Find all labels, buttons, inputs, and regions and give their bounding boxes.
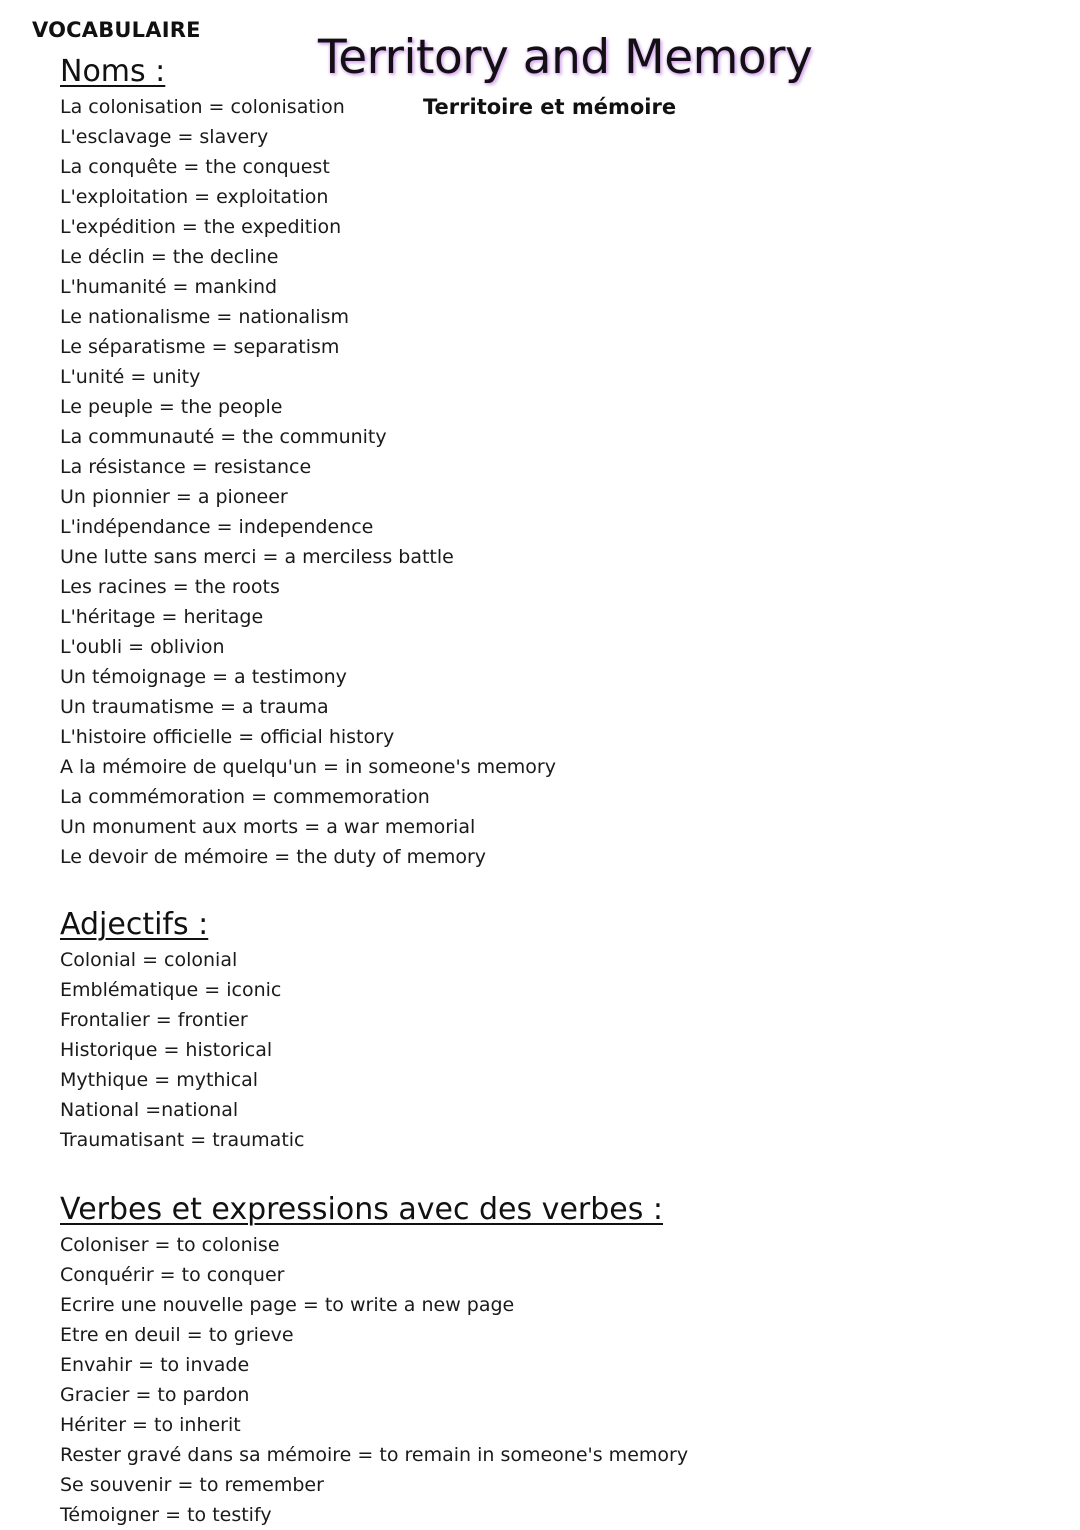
vocab-item: Conquérir = to conquer	[60, 1264, 285, 1286]
vocab-item: Un traumatisme = a trauma	[60, 696, 329, 718]
vocab-item: Mythique = mythical	[60, 1069, 259, 1091]
vocab-item: Le séparatisme = separatism	[60, 336, 340, 358]
vocab-item: Etre en deuil = to grieve	[60, 1324, 294, 1346]
section-adjectifs	[60, 905, 305, 1155]
vocab-item: Historique = historical	[60, 1039, 273, 1061]
vocab-item: Hériter = to inherit	[60, 1414, 241, 1436]
vocab-item: La conquête = the conquest	[60, 156, 330, 178]
vocabulary-label: VOCABULAIRE	[32, 18, 201, 42]
vocab-item: Les racines = the roots	[60, 576, 280, 598]
vocab-item: Un pionnier = a pioneer	[60, 486, 288, 508]
vocab-item: Le déclin = the decline	[60, 246, 279, 268]
vocab-list-verbes	[60, 1230, 688, 1530]
page-subtitle: Territoire et mémoire	[423, 95, 677, 119]
vocab-list-adjectifs	[60, 945, 305, 1155]
vocab-item: L'unité = unity	[60, 366, 201, 388]
vocab-item: Un monument aux morts = a war memorial	[60, 816, 476, 838]
vocab-item: L'indépendance = independence	[60, 516, 374, 538]
vocab-item: L'héritage = heritage	[60, 606, 264, 628]
vocab-item: Un témoignage = a testimony	[60, 666, 347, 688]
vocab-item: Le peuple = the people	[60, 396, 283, 418]
vocab-item: L'esclavage = slavery	[60, 126, 269, 148]
vocab-item: L'expédition = the expedition	[60, 216, 342, 238]
vocab-item: L'exploitation = exploitation	[60, 186, 329, 208]
vocab-item: Se souvenir = to remember	[60, 1474, 324, 1496]
vocab-item: La résistance = resistance	[60, 456, 312, 478]
vocab-item: Traumatisant = traumatic	[60, 1129, 305, 1151]
section-heading-noms: Noms :	[60, 54, 166, 89]
vocab-item: La communauté = the community	[60, 426, 387, 448]
page-title: Territory and Memory	[318, 30, 813, 85]
vocab-item: National =national	[60, 1099, 239, 1121]
vocab-item: Rester gravé dans sa mémoire = to remain in someone's memory	[60, 1444, 689, 1466]
vocab-item: Coloniser = to colonise	[60, 1234, 280, 1256]
vocab-item: L'histoire officielle = official history	[60, 726, 395, 748]
vocab-list-noms	[60, 92, 556, 872]
vocab-item: La colonisation = colonisation	[60, 96, 345, 118]
vocab-item: A la mémoire de quelqu'un = in someone's memory	[60, 756, 556, 778]
vocab-item: Témoigner = to testify	[60, 1504, 272, 1526]
vocab-item: Frontalier = frontier	[60, 1009, 248, 1031]
vocab-item: Le devoir de mémoire = the duty of memory	[60, 846, 487, 868]
section-heading-verbes: Verbes et expressions avec des verbes :	[60, 1192, 664, 1227]
vocab-item: Ecrire une nouvelle page = to write a new page	[60, 1294, 515, 1316]
vocab-item: Gracier = to pardon	[60, 1384, 250, 1406]
vocab-item: Colonial = colonial	[60, 949, 238, 971]
vocab-item: La commémoration = commemoration	[60, 786, 430, 808]
vocab-item: Le nationalisme = nationalism	[60, 306, 350, 328]
vocab-item: Une lutte sans merci = a merciless battle	[60, 546, 454, 568]
section-heading-adjectifs: Adjectifs :	[60, 907, 209, 942]
vocab-item: Emblématique = iconic	[60, 979, 282, 1001]
section-verbes	[60, 1190, 688, 1530]
vocab-item: L'humanité = mankind	[60, 276, 278, 298]
section-noms	[60, 52, 556, 872]
vocab-item: Envahir = to invade	[60, 1354, 250, 1376]
vocab-item: L'oubli = oblivion	[60, 636, 225, 658]
